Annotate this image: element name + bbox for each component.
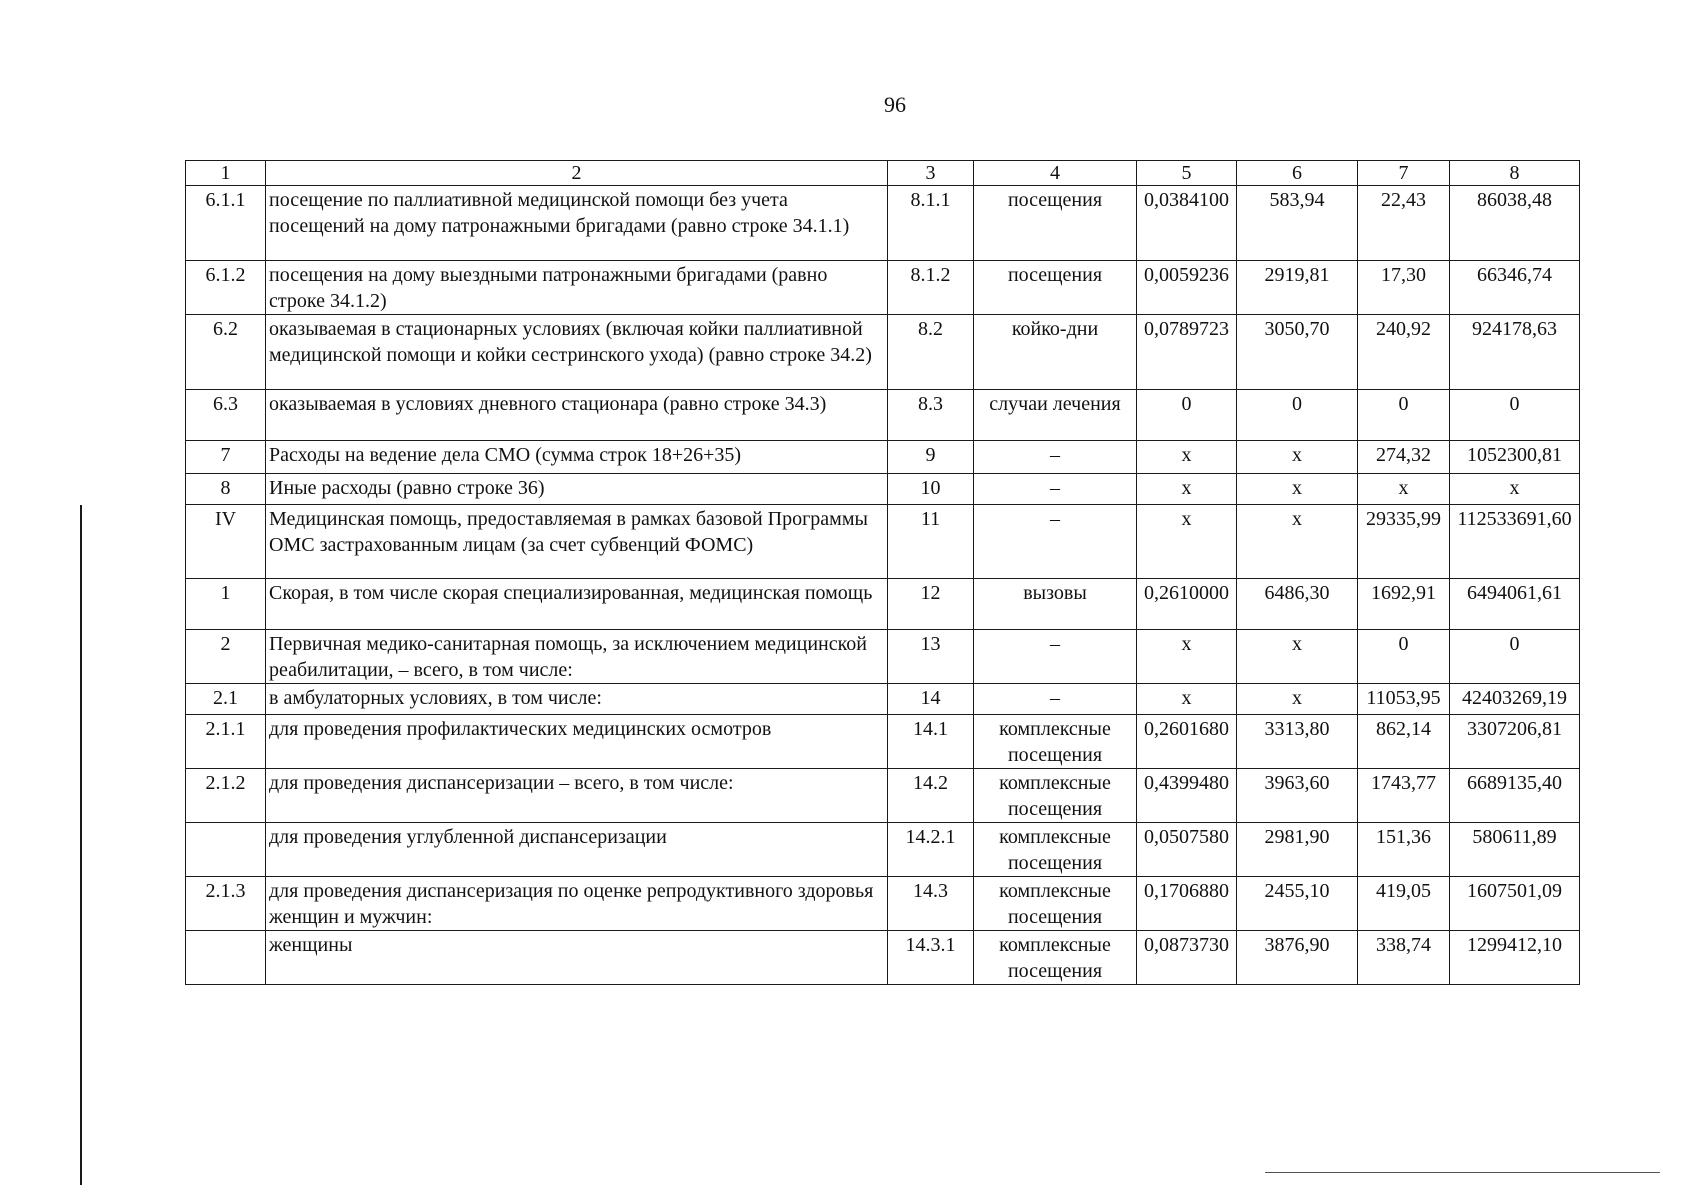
row-number-cell: 8 [186,474,266,505]
per-capita-cell: 1743,77 [1358,769,1450,823]
table-header-row [186,161,1580,186]
column-header: 6 [1237,161,1358,186]
row-name-cell: Первичная медико-санитарная помощь, за исключением медицинской реабилитации, – всего, в том числе: [266,630,888,684]
row-name-cell: посещения на дому выездными патронажными бригадами (равно строке 34.1.2) [266,261,888,315]
row-number-cell: 2.1 [186,684,266,715]
row-name-cell: оказываемая в стационарных условиях (включая койки паллиативной медицинской помощи и койки сестринского ухода) (равно строке 34.2) [266,315,888,390]
normative-volume-cell: 0,0873730 [1137,931,1237,985]
row-code-cell: 10 [888,474,974,505]
row-code-cell: 8.2 [888,315,974,390]
row-name-cell: Скорая, в том числе скорая специализированная, медицинская помощь [266,579,888,630]
total-cost-cell: 0 [1450,630,1580,684]
normative-volume-cell: 0,0789723 [1137,315,1237,390]
normative-cost-cell: 3963,60 [1237,769,1358,823]
normative-volume-cell: х [1137,505,1237,579]
row-code-cell: 11 [888,505,974,579]
row-name-cell: для проведения углубленной диспансеризации [266,823,888,877]
unit-cell: комплексные посещения [974,715,1137,769]
row-code-cell: 12 [888,579,974,630]
column-header: 1 [186,161,266,186]
normative-volume-cell: 0,0059236 [1137,261,1237,315]
row-code-cell: 14 [888,684,974,715]
per-capita-cell: 240,92 [1358,315,1450,390]
column-header: 7 [1358,161,1450,186]
row-code-cell: 8.1.1 [888,186,974,261]
unit-cell: – [974,630,1137,684]
normative-cost-cell: 3876,90 [1237,931,1358,985]
per-capita-cell: 0 [1358,390,1450,441]
unit-cell: комплексные посещения [974,931,1137,985]
total-cost-cell: 86038,48 [1450,186,1580,261]
unit-cell: койко-дни [974,315,1137,390]
per-capita-cell: 0 [1358,630,1450,684]
row-name-cell: женщины [266,931,888,985]
row-number-cell: 6.1.1 [186,186,266,261]
page-number: 96 [884,92,906,117]
normative-cost-cell: 2919,81 [1237,261,1358,315]
unit-cell: комплексные посещения [974,823,1137,877]
unit-cell: вызовы [974,579,1137,630]
normative-cost-cell: 2455,10 [1237,877,1358,931]
unit-cell: случаи лечения [974,390,1137,441]
total-cost-cell: 112533691,60 [1450,505,1580,579]
row-name-cell: в амбулаторных условиях, в том числе: [266,684,888,715]
normative-cost-cell: 6486,30 [1237,579,1358,630]
normative-volume-cell: 0,4399480 [1137,769,1237,823]
unit-cell: – [974,684,1137,715]
row-code-cell: 14.2.1 [888,823,974,877]
per-capita-cell: 862,14 [1358,715,1450,769]
column-header: 8 [1450,161,1580,186]
total-cost-cell: 924178,63 [1450,315,1580,390]
normative-cost-cell: х [1237,441,1358,474]
table-body [186,186,1580,985]
row-number-cell: 2.1.2 [186,769,266,823]
normative-volume-cell: 0,0507580 [1137,823,1237,877]
row-code-cell: 14.1 [888,715,974,769]
unit-cell: – [974,441,1137,474]
per-capita-cell: 1692,91 [1358,579,1450,630]
row-number-cell: 6.2 [186,315,266,390]
total-cost-cell: 580611,89 [1450,823,1580,877]
total-cost-cell: х [1450,474,1580,505]
row-number-cell: 7 [186,441,266,474]
table-row [186,186,1580,261]
normative-cost-cell: х [1237,630,1358,684]
column-header: 2 [266,161,888,186]
table-row [186,579,1580,630]
row-name-cell: для проведения профилактических медицинских осмотров [266,715,888,769]
row-code-cell: 8.3 [888,390,974,441]
row-number-cell: 2.1.1 [186,715,266,769]
row-number-cell: IV [186,505,266,579]
total-cost-cell: 1299412,10 [1450,931,1580,985]
unit-cell: – [974,505,1137,579]
table-row [186,823,1580,877]
normative-cost-cell: 0 [1237,390,1358,441]
row-number-cell: 2 [186,630,266,684]
normative-cost-cell: 2981,90 [1237,823,1358,877]
normative-volume-cell: х [1137,684,1237,715]
normative-volume-cell: 0,2601680 [1137,715,1237,769]
normative-volume-cell: 0 [1137,390,1237,441]
per-capita-cell: 11053,95 [1358,684,1450,715]
table-row [186,684,1580,715]
row-number-cell [186,931,266,985]
row-code-cell: 14.3 [888,877,974,931]
row-number-cell [186,823,266,877]
row-name-cell: Расходы на ведение дела СМО (сумма строк 18+26+35) [266,441,888,474]
normative-cost-cell: х [1237,684,1358,715]
table-row [186,769,1580,823]
row-code-cell: 9 [888,441,974,474]
normative-volume-cell: 0,0384100 [1137,186,1237,261]
row-name-cell: оказываемая в условиях дневного стационара (равно строке 34.3) [266,390,888,441]
row-number-cell: 6.1.2 [186,261,266,315]
per-capita-cell: 29335,99 [1358,505,1450,579]
table-row [186,315,1580,390]
table-row [186,441,1580,474]
per-capita-cell: 22,43 [1358,186,1450,261]
total-cost-cell: 0 [1450,390,1580,441]
column-header: 4 [974,161,1137,186]
left-margin-rule [80,505,82,1185]
per-capita-cell: 151,36 [1358,823,1450,877]
normative-volume-cell: х [1137,474,1237,505]
row-number-cell: 6.3 [186,390,266,441]
per-capita-cell: 274,32 [1358,441,1450,474]
row-name-cell: для проведения диспансеризация по оценке репродуктивного здоровья женщин и мужчин: [266,877,888,931]
column-header: 5 [1137,161,1237,186]
normative-volume-cell: х [1137,441,1237,474]
total-cost-cell: 42403269,19 [1450,684,1580,715]
column-header: 3 [888,161,974,186]
row-code-cell: 8.1.2 [888,261,974,315]
row-name-cell: для проведения диспансеризации – всего, в том числе: [266,769,888,823]
normative-cost-cell: 583,94 [1237,186,1358,261]
table-row [186,261,1580,315]
unit-cell: комплексные посещения [974,877,1137,931]
normative-volume-cell: 0,2610000 [1137,579,1237,630]
row-number-cell: 2.1.3 [186,877,266,931]
normative-cost-cell: 3313,80 [1237,715,1358,769]
unit-cell: посещения [974,186,1137,261]
unit-cell: – [974,474,1137,505]
per-capita-cell: 17,30 [1358,261,1450,315]
total-cost-cell: 1607501,09 [1450,877,1580,931]
unit-cell: посещения [974,261,1137,315]
total-cost-cell: 3307206,81 [1450,715,1580,769]
row-name-cell: Иные расходы (равно строке 36) [266,474,888,505]
total-cost-cell: 6494061,61 [1450,579,1580,630]
row-name-cell: Медицинская помощь, предоставляемая в рамках базовой Программы ОМС застрахованным лицам (за счет субвенций ФОМС) [266,505,888,579]
data-table [185,160,1580,985]
bottom-rule [1265,1172,1660,1173]
per-capita-cell: 338,74 [1358,931,1450,985]
per-capita-cell: 419,05 [1358,877,1450,931]
table-row [186,931,1580,985]
table-row [186,715,1580,769]
unit-cell: комплексные посещения [974,769,1137,823]
per-capita-cell: х [1358,474,1450,505]
normative-cost-cell: х [1237,505,1358,579]
table-row [186,505,1580,579]
total-cost-cell: 6689135,40 [1450,769,1580,823]
table-row [186,474,1580,505]
table-row [186,390,1580,441]
row-name-cell: посещение по паллиативной медицинской помощи без учета посещений на дому патронажными бригадами (равно строке 34.1.1) [266,186,888,261]
normative-volume-cell: 0,1706880 [1137,877,1237,931]
total-cost-cell: 66346,74 [1450,261,1580,315]
table-row [186,630,1580,684]
row-code-cell: 14.3.1 [888,931,974,985]
table-row [186,877,1580,931]
row-code-cell: 13 [888,630,974,684]
row-code-cell: 14.2 [888,769,974,823]
total-cost-cell: 1052300,81 [1450,441,1580,474]
normative-volume-cell: х [1137,630,1237,684]
normative-cost-cell: 3050,70 [1237,315,1358,390]
normative-cost-cell: х [1237,474,1358,505]
row-number-cell: 1 [186,579,266,630]
